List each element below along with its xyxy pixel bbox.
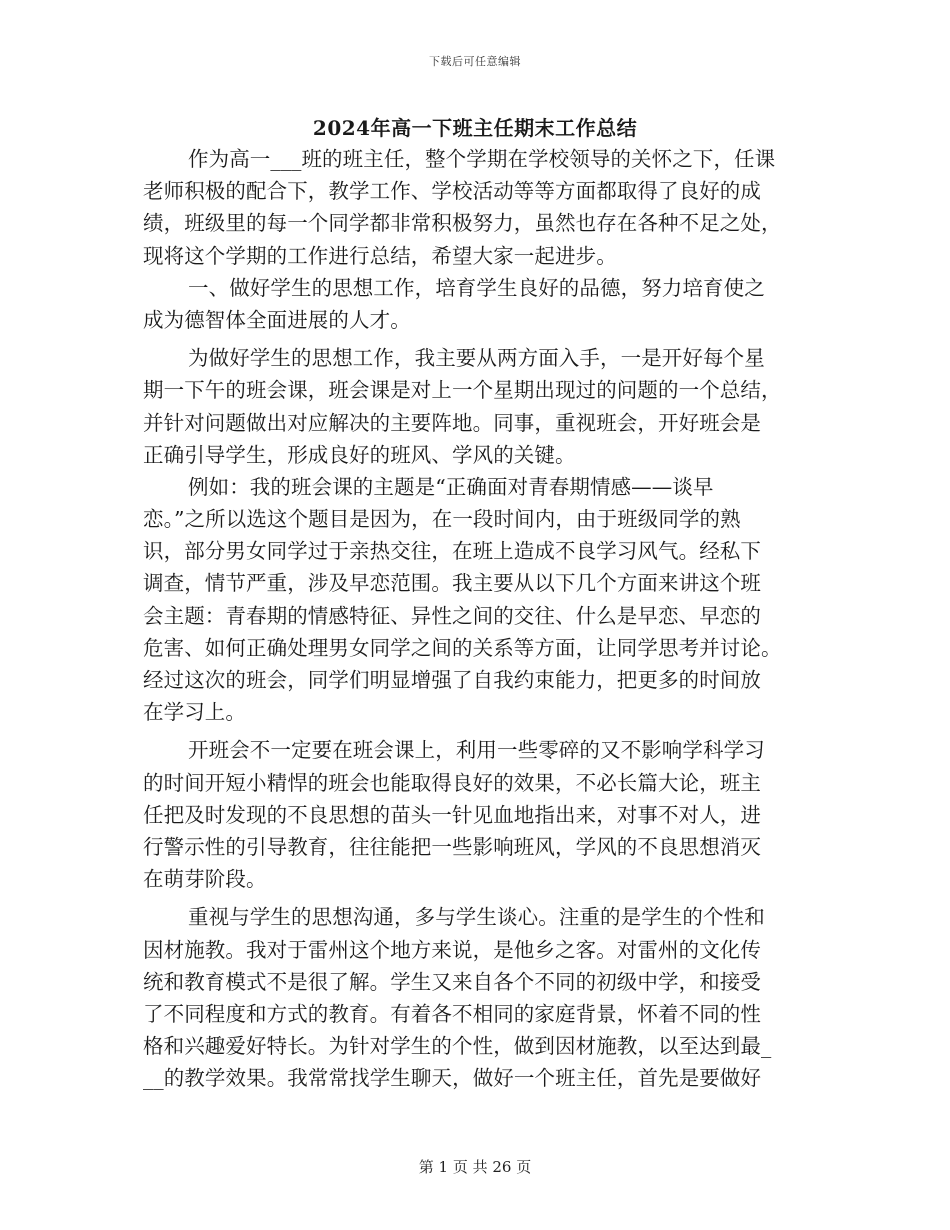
text-line: 绩，班级里的每一个同学都非常积极努力，虽然也存在各种不足之处， bbox=[143, 211, 782, 236]
text-line: 例如：我的班会课的主题是“正确面对青春期情感——谈早 bbox=[188, 474, 714, 499]
text-line: __的教学效果。我常常找学生聊天，做好一个班主任，首先是要做好 bbox=[143, 1066, 762, 1091]
text-line: 期一下午的班会课，班会课是对上一个星期出现过的问题的一个总结， bbox=[143, 378, 782, 403]
text-line: 调查，情节严重，涉及早恋范围。我主要从以下几个方面来讲这个班 bbox=[143, 571, 761, 596]
document-title: 2024年高一下班主任期末工作总结 bbox=[312, 116, 638, 140]
text-line: 因材施教。我对于雷州这个地方来说，是他乡之客。对雷州的文化传 bbox=[143, 937, 761, 962]
text-line: 现将这个学期的工作进行总结，希望大家一起进步。 bbox=[143, 243, 617, 268]
text-line: 恋。”之所以选这个题目是因为，在一段时间内，由于班级同学的熟 bbox=[143, 507, 741, 532]
text-line: 经过这次的班会，同学们明显增强了自我约束能力，把更多的时间放 bbox=[143, 668, 761, 692]
text-line: 重视与学生的思想沟通，多与学生谈心。注重的是学生的个性和 bbox=[188, 905, 765, 930]
text-line: 一、做好学生的思想工作，培育学生良好的品德，努力培育使之 bbox=[188, 275, 765, 300]
text-line: 任把及时发现的不良思想的苗头一针见血地指出来，对事不对人，进 bbox=[143, 802, 761, 827]
text-line: 危害、如何正确处理男女同学之间的关系等方面，让同学思考并讨论。 bbox=[143, 635, 782, 660]
text-line: 行警示性的引导教育，往往能把一些影响班风，学风的不良思想消灭 bbox=[143, 834, 761, 859]
text-line: 作为高一___班的班主任，整个学期在学校领导的关怀之下，任课 bbox=[188, 147, 776, 171]
header-note: 下载后可任意编辑 bbox=[429, 55, 521, 68]
text-line: 正确引导学生，形成良好的班风、学风的关键。 bbox=[143, 442, 576, 467]
document-body bbox=[143, 143, 808, 1094]
text-line: 在萌芽阶段。 bbox=[143, 867, 267, 892]
text-line: 为做好学生的思想工作，我主要从两方面入手，一是开好每个星 bbox=[188, 346, 765, 371]
text-line: 识，部分男女同学过于亲热交往，在班上造成不良学习风气。经私下 bbox=[143, 539, 761, 564]
text-line: 统和教育模式不是很了解。学生又来自各个不同的初级中学，和接受 bbox=[143, 969, 761, 994]
text-line: 成为德智体全面进展的人才。 bbox=[143, 307, 411, 332]
text-line: 并针对问题做出对应解决的主要阵地。同事，重视班会，开好班会是 bbox=[143, 410, 761, 435]
text-line: 老师积极的配合下，教学工作、学校活动等等方面都取得了良好的成 bbox=[143, 179, 761, 204]
page-number: 第 1 页 共 26 页 bbox=[418, 1158, 532, 1176]
text-line: 了不同程度和方式的教育。有着各不相同的家庭背景，怀着不同的性 bbox=[143, 1001, 761, 1026]
text-line: 的时间开短小精悍的班会也能取得良好的效果，不必长篇大论，班主 bbox=[143, 770, 761, 795]
text-line: 开班会不一定要在班会课上，利用一些零碎的又不影响学科学习 bbox=[188, 738, 765, 763]
text-line: 在学习上。 bbox=[143, 700, 246, 725]
text-line: 会主题：青春期的情感特征、异性之间的交往、什么是早恋、早恋的 bbox=[143, 603, 761, 628]
text-line: 格和兴趣爱好特长。为针对学生的个性，做到因材施教，以至达到最_ bbox=[143, 1034, 772, 1059]
